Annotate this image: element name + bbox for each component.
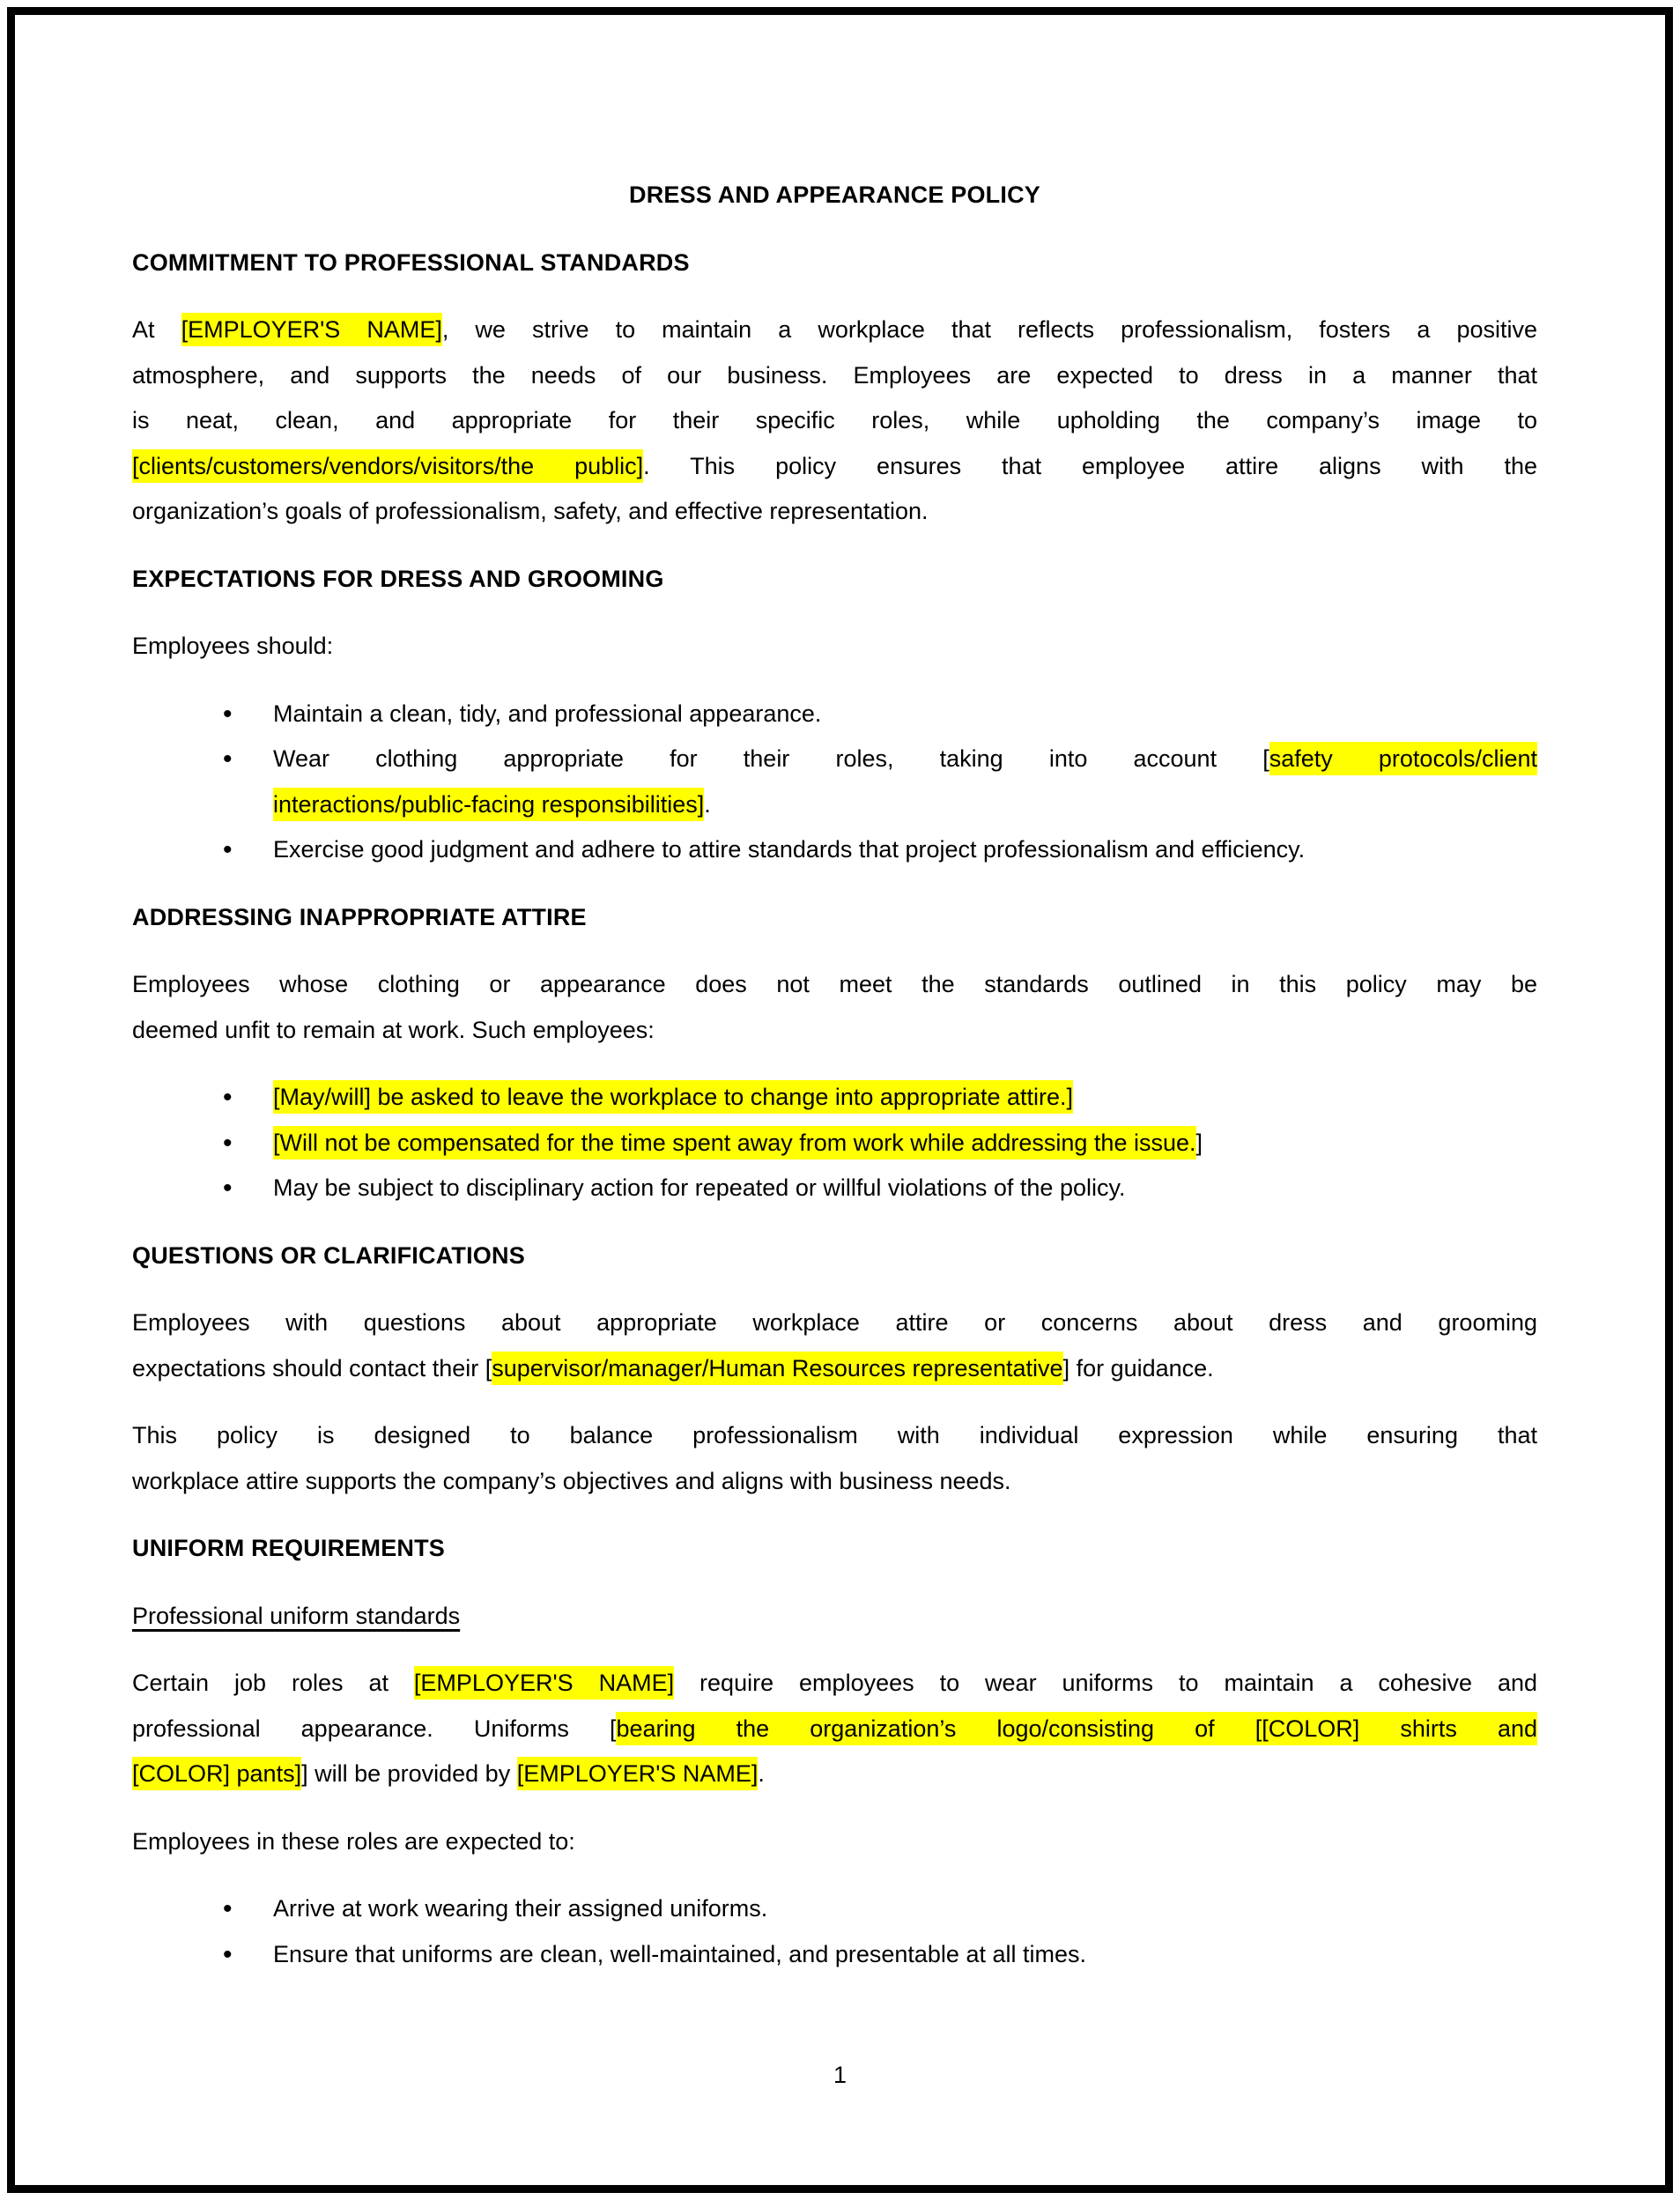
text-run: Arrive at work wearing their assigned uniforms. (273, 1895, 768, 1922)
text-run: Maintain a clean, tidy, and professional appearance. (273, 700, 822, 727)
text-run: professional appearance. Uniforms [ (132, 1715, 617, 1742)
text-line (132, 398, 1537, 444)
bullet-item-asked-to-leave (273, 1075, 1537, 1121)
heading-questions: QUESTIONS OR CLARIFICATIONS (132, 1241, 525, 1269)
text-run: , we strive to maintain a workplace that reflects professionalism, fosters a positive (441, 316, 1537, 343)
text-run: Employees with questions about appropriate workplace attire or concerns about dress and grooming (132, 1309, 1537, 1336)
text-line (273, 827, 1537, 873)
text-line (132, 1008, 1537, 1054)
text-line (132, 1346, 1537, 1392)
bullet-item-disciplinary-action (273, 1166, 1537, 1211)
paragraph-commitment (132, 307, 1537, 535)
highlighted-text: supervisor/manager/Human Resources representative (492, 1352, 1062, 1385)
text-run: workplace attire supports the company’s objectives and aligns with business needs. (132, 1467, 1011, 1494)
document-content (132, 0, 1537, 1999)
highlighted-text: [Will not be compensated for the time spent away from work while addressing the issue. (273, 1126, 1196, 1159)
text-line (132, 1413, 1537, 1459)
highlighted-text: [EMPLOYER'S NAME] (414, 1666, 674, 1700)
text-line (273, 692, 1537, 737)
heading-inappropriate-attire: ADDRESSING INAPPROPRIATE ATTIRE (132, 903, 587, 930)
text-line (132, 1707, 1537, 1752)
paragraph-expectations-intro (132, 624, 1537, 670)
paragraph-questions-contact (132, 1300, 1537, 1391)
text-run: require employees to wear uniforms to maintain a cohesive and (674, 1670, 1537, 1696)
text-line (132, 1300, 1537, 1346)
bullet-item-maintain-appearance (273, 692, 1537, 737)
highlighted-text: safety protocols/client (1269, 742, 1537, 775)
subheading-professional-uniform-standards (132, 1594, 1537, 1640)
text-run: is neat, clean, and appropriate for their specific roles, while upholding the company’s image to (132, 407, 1537, 433)
text-line (132, 353, 1537, 399)
text-run: Wear clothing appropriate for their roles, taking into account [ (273, 745, 1269, 772)
text-line (132, 962, 1537, 1008)
heading-expectations: EXPECTATIONS FOR DRESS AND GROOMING (132, 565, 664, 592)
text-run: deemed unfit to remain at work. Such employees: (132, 1016, 655, 1043)
text-run: expectations should contact their [ (132, 1354, 492, 1381)
text-run: Employees in these roles are expected to: (132, 1827, 575, 1855)
text-run: . This policy ensures that employee attire aligns with the (643, 452, 1538, 479)
paragraph-uniform-roles (132, 1661, 1537, 1797)
highlighted-text: [May/will] be asked to leave the workplace to change into appropriate attire.] (273, 1080, 1073, 1114)
bullet-item-uniforms-clean (273, 1932, 1537, 1978)
text-run: Exercise good judgment and adhere to attire standards that project professionalism and efficiency. (273, 836, 1306, 863)
text-run: . (758, 1760, 765, 1787)
text-run: Ensure that uniforms are clean, well-maintained, and presentable at all times. (273, 1940, 1086, 1967)
heading-uniform-requirements: UNIFORM REQUIREMENTS (132, 1535, 445, 1561)
uniform-bullet-list (132, 1886, 1537, 1977)
text-run: Certain job roles at (132, 1670, 414, 1696)
text-run: atmosphere, and supports the needs of our business. Employees are expected to dress in a manner that (132, 361, 1537, 389)
text-run: May be subject to disciplinary action for repeated or willful violations of the policy. (273, 1174, 1126, 1201)
text-line (273, 1166, 1537, 1211)
text-line (132, 1752, 1537, 1797)
text-line (132, 1661, 1537, 1707)
text-run: . (704, 790, 711, 818)
subheading-text: Professional uniform standards (132, 1602, 461, 1629)
highlighted-text: interactions/public-facing responsibilities] (273, 788, 704, 821)
text-line (273, 737, 1537, 782)
heading-commitment: COMMITMENT TO PROFESSIONAL STANDARDS (132, 248, 690, 276)
page-number: 1 (833, 2062, 847, 2088)
text-line (132, 624, 1537, 670)
highlighted-text: [EMPLOYER'S NAME] (181, 313, 442, 346)
text-run: organization’s goals of professionalism, safety, and effective representation. (132, 498, 929, 524)
highlighted-text: [EMPLOYER'S NAME] (517, 1757, 759, 1790)
text-run: Employees whose clothing or appearance does not meet the standards outlined in this policy may be (132, 971, 1537, 997)
text-run: ] for guidance. (1062, 1354, 1214, 1381)
text-run: This policy is designed to balance professionalism with individual expression while ensuring that (132, 1422, 1537, 1448)
text-run: ] will be provided by (301, 1760, 517, 1787)
text-run: ] (1195, 1129, 1203, 1156)
text-line (132, 1819, 1537, 1865)
bullet-item-exercise-judgment (273, 827, 1537, 873)
text-line (132, 1459, 1537, 1505)
bullet-item-arrive-in-uniform (273, 1886, 1537, 1932)
paragraph-uniform-expectations-intro (132, 1819, 1537, 1865)
paragraph-policy-balance (132, 1413, 1537, 1504)
text-line (132, 489, 1537, 535)
bullet-item-wear-clothing (273, 737, 1537, 827)
text-run: Employees should: (132, 633, 334, 659)
text-run: At (132, 316, 181, 343)
text-line (273, 1075, 1537, 1121)
text-line (273, 1886, 1537, 1932)
highlighted-text: [clients/customers/vendors/visitors/the public] (132, 449, 643, 483)
highlighted-text: bearing the organization’s logo/consisting of [[COLOR] shirts and (616, 1712, 1537, 1745)
text-line (132, 444, 1537, 490)
text-line (132, 307, 1537, 353)
inappropriate-bullet-list (132, 1075, 1537, 1211)
text-line (273, 1121, 1537, 1167)
text-line (273, 782, 1537, 828)
paragraph-inappropriate-attire (132, 962, 1537, 1053)
highlighted-text: [COLOR] pants] (132, 1757, 301, 1790)
bullet-item-not-compensated (273, 1121, 1537, 1167)
page-title: DRESS AND APPEARANCE POLICY (629, 181, 1040, 208)
text-line (273, 1932, 1537, 1978)
expectations-bullet-list (132, 692, 1537, 873)
